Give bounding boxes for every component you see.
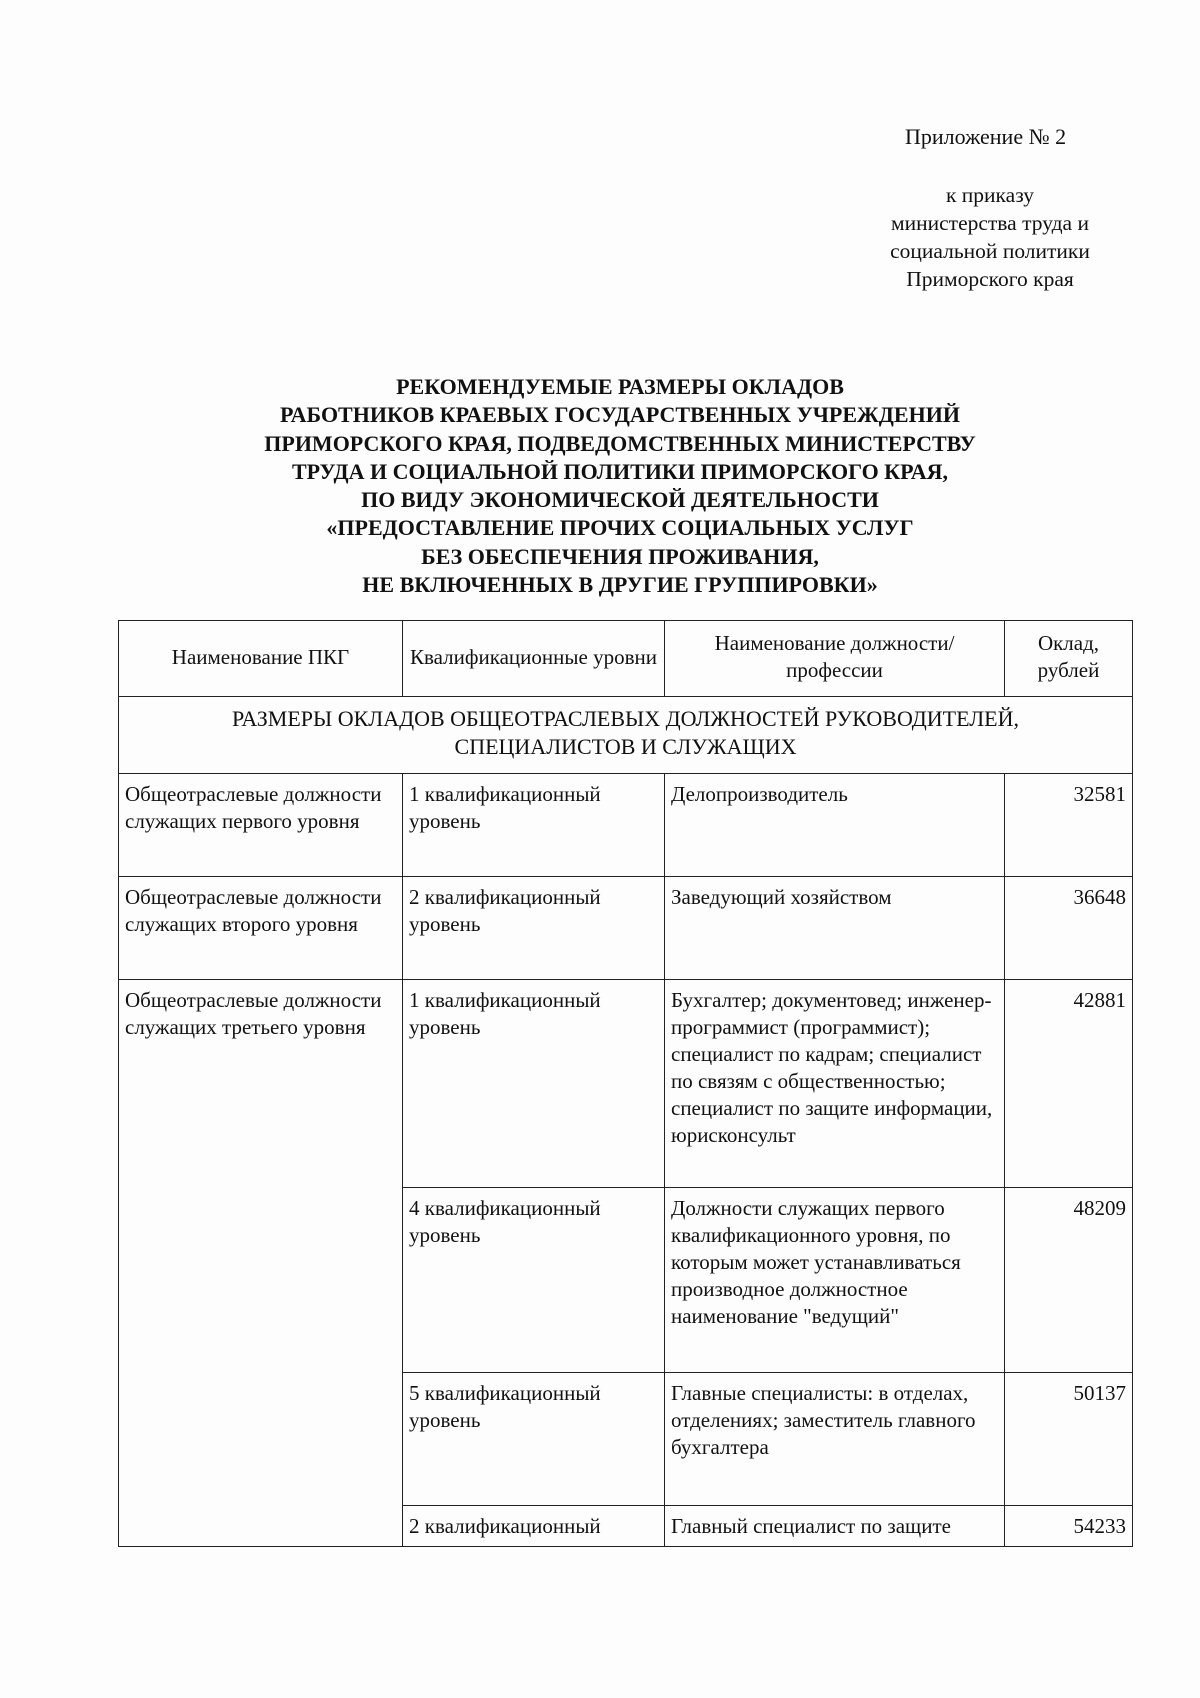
title-line: БЕЗ ОБЕСПЕЧЕНИЯ ПРОЖИВАНИЯ, — [421, 543, 819, 569]
level-cell: 1 квалификационный уровень — [403, 980, 665, 1188]
title-line: РЕКОМЕНДУЕМЫЕ РАЗМЕРЫ ОКЛАДОВ — [396, 374, 844, 399]
table-row — [119, 774, 1133, 877]
appendix-order-line: социальной политики — [890, 239, 1090, 263]
appendix-order-line: министерства труда и — [891, 211, 1089, 235]
level-cell: 5 квалификационный уровень — [403, 1373, 665, 1506]
positions-cell: Делопроизводитель — [665, 774, 1005, 877]
appendix-order-line: к приказу — [945, 183, 1035, 207]
appendix-order-line: Приморского края — [906, 267, 1074, 291]
title-line: «ПРЕДОСТАВЛЕНИЕ ПРОЧИХ СОЦИАЛЬНЫХ УСЛУГ — [326, 515, 914, 541]
salary-cell: 42881 — [1005, 980, 1133, 1188]
positions-cell: Главные специалисты: в отделах, отделениях; заместитель главного бухгалтера — [665, 1373, 1005, 1506]
table-row — [119, 980, 1133, 1188]
appendix-number: Приложение № 2 — [905, 124, 1067, 149]
header-cell-level: Квалификационные уровни — [403, 621, 665, 697]
appendix-order-reference — [870, 181, 1110, 293]
table-row — [119, 877, 1133, 980]
level-cell: 2 квалификационный — [403, 1506, 665, 1547]
positions-cell: Главный специалист по защите — [665, 1506, 1005, 1547]
positions-cell: Должности служащих первого квалификационного уровня, по которым может устанавливаться производное должностное наименование "ведущий" — [665, 1188, 1005, 1373]
positions-cell: Заведующий хозяйством — [665, 877, 1005, 980]
title-line: РАБОТНИКОВ КРАЕВЫХ ГОСУДАРСТВЕННЫХ УЧРЕЖДЕНИЙ — [280, 402, 960, 428]
section-title: РАЗМЕРЫ ОКЛАДОВ ОБЩЕОТРАСЛЕВЫХ ДОЛЖНОСТЕЙ РУКОВОДИТЕЛЕЙ, СПЕЦИАЛИСТОВ И СЛУЖАЩИХ — [119, 697, 1133, 774]
document-title — [200, 373, 1040, 599]
salary-cell: 32581 — [1005, 774, 1133, 877]
title-line: ПРИМОРСКОГО КРАЯ, ПОДВЕДОМСТВЕННЫХ МИНИСТЕРСТВУ — [264, 430, 976, 456]
positions-cell: Бухгалтер; документовед; инженер-программист (программист); специалист по кадрам; специалист по связям с общественностью; специалист по защите информации, юрисконсульт — [665, 980, 1005, 1188]
title-line: НЕ ВКЛЮЧЕННЫХ В ДРУГИЕ ГРУППИРОВКИ» — [362, 572, 878, 598]
group-cell: Общеотраслевые должности служащих второго уровня — [119, 877, 403, 980]
title-line: ПО ВИДУ ЭКОНОМИЧЕСКОЙ ДЕЯТЕЛЬНОСТИ — [361, 487, 879, 513]
salary-cell: 50137 — [1005, 1373, 1133, 1506]
group-cell: Общеотраслевые должности служащих третьего уровня — [119, 980, 403, 1547]
salary-cell: 54233 — [1005, 1506, 1133, 1547]
level-cell: 1 квалификационный уровень — [403, 774, 665, 877]
table-header-row — [119, 621, 1133, 697]
header-cell-group: Наименование ПКГ — [119, 621, 403, 697]
section-row — [119, 697, 1133, 774]
salary-cell: 48209 — [1005, 1188, 1133, 1373]
level-cell: 4 квалификационный уровень — [403, 1188, 665, 1373]
level-cell: 2 квалификационный уровень — [403, 877, 665, 980]
header-cell-salary: Оклад, рублей — [1005, 621, 1133, 697]
group-cell: Общеотраслевые должности служащих первого уровня — [119, 774, 403, 877]
header-cell-position: Наименование должности/профессии — [665, 621, 1005, 697]
title-line: ТРУДА И СОЦИАЛЬНОЙ ПОЛИТИКИ ПРИМОРСКОГО КРАЯ, — [291, 458, 949, 484]
salary-table — [118, 620, 1133, 1547]
salary-cell: 36648 — [1005, 877, 1133, 980]
